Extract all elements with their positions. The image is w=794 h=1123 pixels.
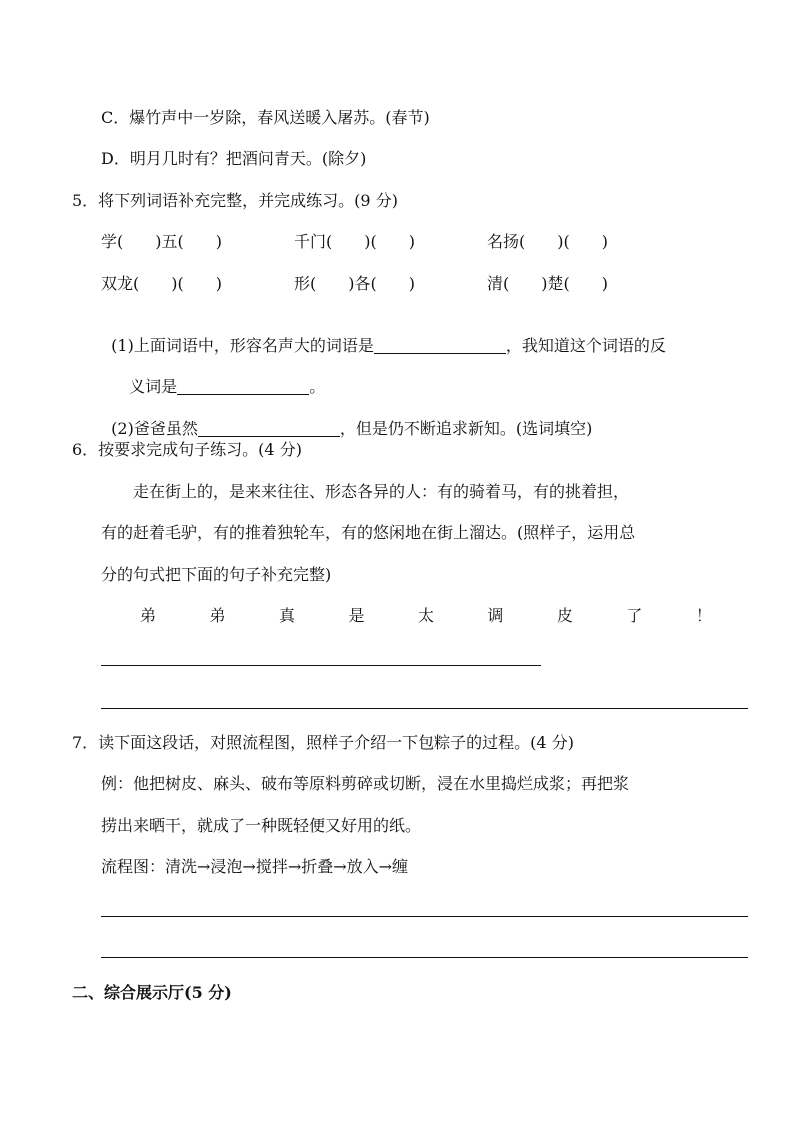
q6-para-line-1: 走在街上的，是来来往往、形态各异的人：有的骑着马，有的挑着担， bbox=[133, 482, 630, 501]
q5-word-2: 千门( )( ) bbox=[294, 232, 415, 251]
q6-char: ！ bbox=[695, 606, 712, 625]
q6-sentence bbox=[140, 606, 712, 626]
q7-example-line-2: 捞出来晒干，就成了一种既轻便又好用的纸。 bbox=[101, 816, 422, 835]
q5-sub2-blank[interactable] bbox=[198, 420, 340, 437]
q7-title: 7．读下面这段话，对照流程图，照样子介绍一下包粽子的过程。(4 分) bbox=[72, 733, 574, 752]
q6-para-line-3: 分的句式把下面的句子补充完整) bbox=[101, 565, 332, 584]
q5-word-5: 形( )各( ) bbox=[294, 274, 415, 293]
q7-answer-line-1[interactable] bbox=[101, 916, 748, 917]
q6-char: 弟 bbox=[140, 606, 157, 625]
q5-word-1: 学( )五( ) bbox=[101, 232, 222, 251]
q5-title: 5．将下列词语补充完整，并完成练习。(9 分) bbox=[72, 191, 398, 210]
q7-flowchart: 流程图：清洗→浸泡→搅拌→折叠→放入→缠 bbox=[101, 857, 409, 876]
q5-sub2-text-a: (2)爸爸虽然 bbox=[111, 419, 198, 438]
q5-sub1-text-b: ，我知道这个词语的反 bbox=[505, 336, 666, 355]
q6-char: 是 bbox=[348, 606, 365, 625]
q6-para-line-2: 有的赶着毛驴，有的推着独轮车，有的悠闲地在街上溜达。(照样子，运用总 bbox=[101, 523, 636, 542]
q4-option-c: C．爆竹声中一岁除，春风送暖入屠苏。(春节) bbox=[101, 108, 430, 127]
q5-sub1-blank-1[interactable] bbox=[374, 337, 506, 354]
q6-char: 真 bbox=[278, 606, 295, 625]
q5-sub1-line1 bbox=[101, 316, 666, 356]
q5-sub1-text-d: 。 bbox=[309, 377, 326, 396]
q4-option-d: D．明月几时有？把酒问青天。(除夕) bbox=[101, 149, 367, 168]
q5-sub1-blank-2[interactable] bbox=[177, 378, 309, 395]
q7-answer-line-2[interactable] bbox=[101, 957, 748, 958]
q5-sub2-text-b: ，但是仍不断追求新知。(选词填空) bbox=[339, 419, 593, 438]
q5-sub1-text-c: 义词是 bbox=[129, 377, 178, 396]
q5-sub1-text-a: (1)上面词语中，形容名声大的词语是 bbox=[111, 336, 374, 355]
q6-char: 弟 bbox=[209, 606, 226, 625]
q6-title: 6．按要求完成句子练习。(4 分) bbox=[72, 440, 302, 459]
q6-char: 了 bbox=[626, 606, 643, 625]
q5-word-4: 双龙( )( ) bbox=[101, 274, 222, 293]
q6-char: 皮 bbox=[556, 606, 573, 625]
q5-sub2-line bbox=[101, 399, 592, 439]
q6-char: 调 bbox=[487, 606, 504, 625]
q6-char: 太 bbox=[417, 606, 434, 625]
q5-sub1-line2 bbox=[119, 357, 325, 397]
q5-word-6: 清( )楚( ) bbox=[487, 274, 608, 293]
q6-answer-line-1[interactable] bbox=[101, 665, 541, 666]
section-2-heading: 二、综合展示厅(5 分) bbox=[72, 983, 232, 1002]
q6-answer-line-2[interactable] bbox=[101, 708, 748, 709]
q7-example-line-1: 例：他把树皮、麻头、破布等原料剪碎或切断，浸在水里捣烂成浆；再把浆 bbox=[101, 774, 630, 793]
q5-word-3: 名扬( )( ) bbox=[487, 232, 608, 251]
